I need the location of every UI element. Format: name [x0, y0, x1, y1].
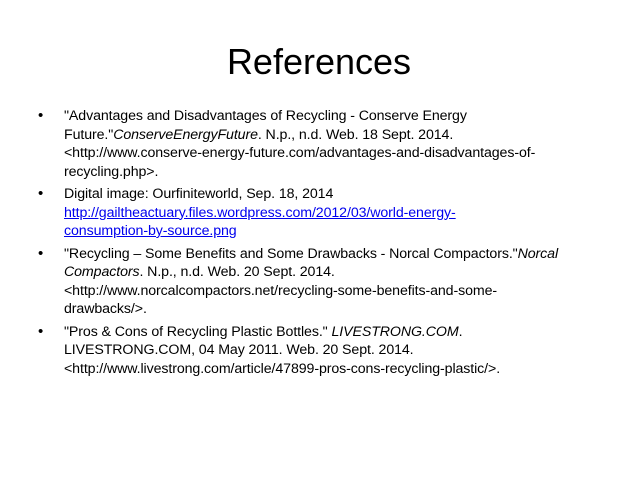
- bullet-icon: •: [38, 107, 44, 124]
- reference-line: Future."ConserveEnergyFuture. N.p., n.d. Web. 18 Sept. 2014.: [64, 126, 454, 143]
- reference-line: "Pros & Cons of Recycling Plastic Bottles." LIVESTRONG.COM.: [64, 323, 463, 340]
- reference-source: Compactors: [64, 264, 140, 280]
- reference-item: [38, 323, 610, 379]
- reference-url: <http://www.conserve-energy-future.com/advantages-and-disadvantages-of-: [64, 145, 536, 161]
- reference-link[interactable]: consumption-by-source.png: [64, 223, 237, 239]
- bullet-icon: •: [38, 244, 44, 262]
- reference-line: Digital image: Ourfiniteworld, Sep. 18, 2014: [64, 186, 334, 202]
- reference-url: drawbacks/>.: [64, 301, 147, 317]
- reference-source: Norcal: [517, 245, 559, 262]
- reference-line: LIVESTRONG.COM, 04 May 2011. Web. 20 Sept. 2014.: [64, 342, 414, 358]
- reference-line: Compactors. N.p., n.d. Web. 20 Sept. 2014.: [64, 264, 335, 280]
- reference-url: recycling.php>.: [64, 163, 159, 180]
- reference-item: [38, 107, 610, 181]
- slide-title: References: [226, 41, 412, 82]
- reference-item: [38, 185, 610, 241]
- reference-url: <http://www.livestrong.com/article/47899-pros-cons-recycling-plastic/>.: [64, 360, 501, 377]
- reference-item: [38, 245, 610, 319]
- reference-source: LIVESTRONG.COM: [331, 323, 459, 340]
- bullet-icon: •: [38, 185, 44, 202]
- reference-line: "Recycling – Some Benefits and Some Drawbacks - Norcal Compactors."Norcal: [64, 245, 559, 262]
- references-list: [38, 107, 610, 382]
- bullet-icon: •: [38, 322, 44, 340]
- reference-line: "Advantages and Disadvantages of Recycling - Conserve Energy: [64, 108, 467, 124]
- reference-link[interactable]: http://gailtheactuary.files.wordpress.com/2012/03/world-energy-: [64, 204, 456, 221]
- reference-source: ConserveEnergyFuture: [113, 126, 258, 143]
- reference-url: <http://www.norcalcompactors.net/recycling-some-benefits-and-some-: [64, 282, 497, 299]
